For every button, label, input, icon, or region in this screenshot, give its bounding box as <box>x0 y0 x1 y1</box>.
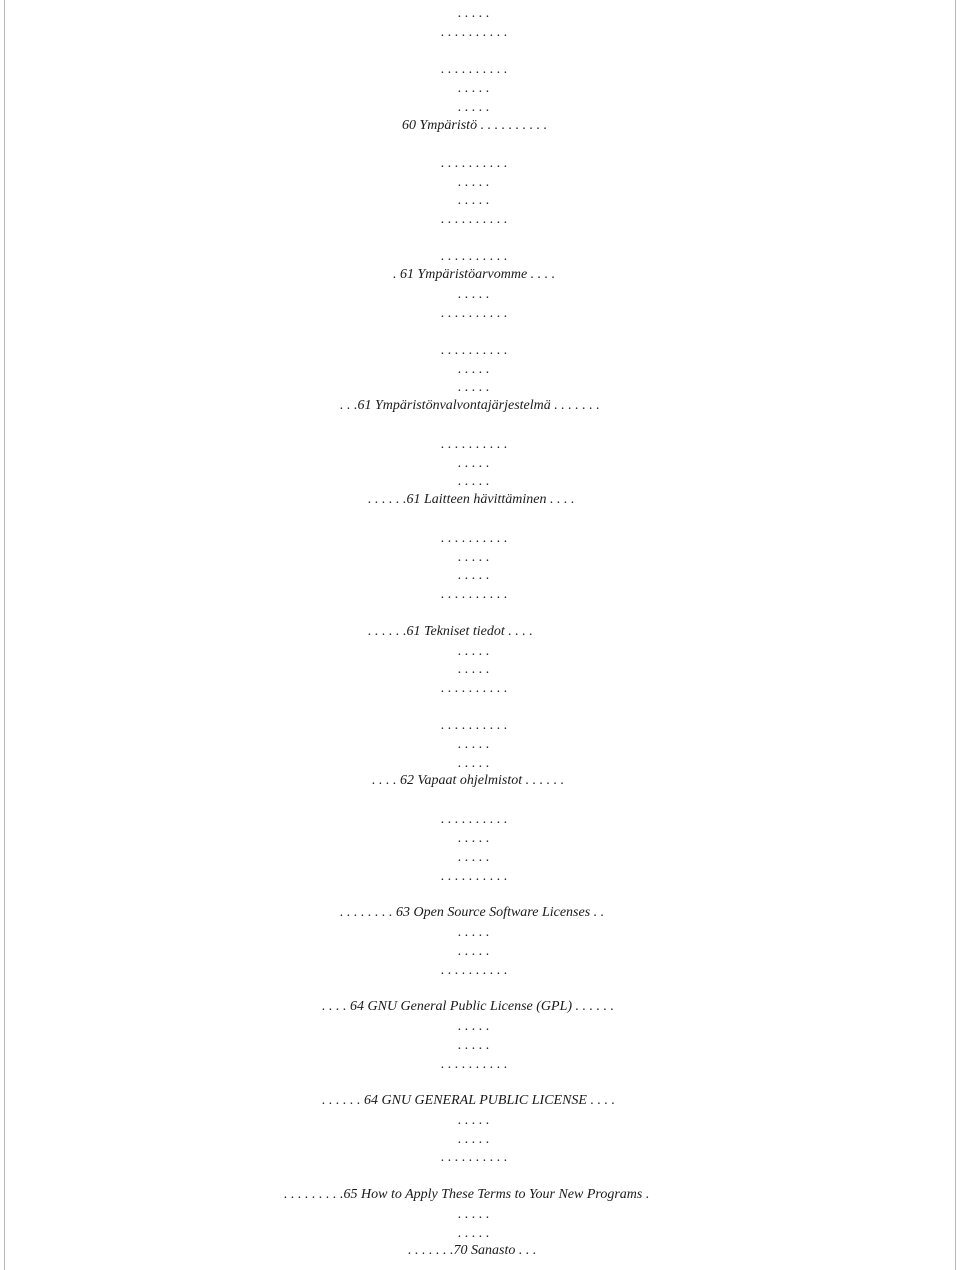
toc-entry[interactable]: . . . . . . .70 Sanasto . . . <box>408 1243 537 1258</box>
toc-line: . . . . . . . . . . <box>441 531 508 546</box>
toc-line: . . . . . <box>458 737 490 752</box>
toc-entry[interactable]: . . . . . .61 Laitteen hävittäminen . . . . <box>368 492 575 507</box>
toc-line: . . . . . <box>458 1132 490 1147</box>
toc-line: . . . . . . . . . . <box>441 62 508 77</box>
toc-entry[interactable]: 60 Ympäristö . . . . . . . . . . <box>402 118 548 133</box>
toc-entry[interactable]: . . . . . . . . 63 Open Source Software Licenses . . <box>340 905 605 920</box>
toc-line: . . . . . <box>458 456 490 471</box>
toc-line: . . . . . <box>458 100 490 115</box>
toc-line: . . . . . . . . . . <box>441 869 508 884</box>
toc-line: . . . . . <box>458 644 490 659</box>
toc-line: . . . . . <box>458 1207 490 1222</box>
toc-line: . . . . . . . . . . <box>441 681 508 696</box>
left-page-border <box>4 0 5 1270</box>
toc-line: . . . . . <box>458 662 490 677</box>
toc-line: . . . . . . . . . . <box>441 212 508 227</box>
toc-entry[interactable]: . . . . . . . . .65 How to Apply These Terms to Your New Programs . <box>284 1187 650 1202</box>
toc-line: . . . . . <box>458 568 490 583</box>
right-page-border <box>955 0 956 1270</box>
toc-line: . . . . . . . . . . <box>441 25 508 40</box>
toc-line: . . . . . <box>458 474 490 489</box>
toc-line: . . . . . . . . . . <box>441 963 508 978</box>
toc-line: . . . . . . . . . . <box>441 1150 508 1165</box>
toc-line: . . . . . <box>458 756 490 771</box>
toc-line: . . . . . <box>458 287 490 302</box>
toc-entry[interactable]: . . . . . .61 Tekniset tiedot . . . . <box>368 624 533 639</box>
toc-line: . . . . . . . . . . <box>441 718 508 733</box>
toc-line: . . . . . . . . . . <box>441 1057 508 1072</box>
toc-line: . . . . . <box>458 1038 490 1053</box>
toc-line: . . . . . . . . . . <box>441 306 508 321</box>
toc-line: . . . . . <box>458 944 490 959</box>
toc-line: . . . . . <box>458 175 490 190</box>
toc-line: . . . . . <box>458 1019 490 1034</box>
toc-line: . . . . . <box>458 380 490 395</box>
toc-line: . . . . . . . . . . <box>441 812 508 827</box>
toc-line: . . . . . <box>458 1226 490 1241</box>
toc-entry[interactable]: . . . . 62 Vapaat ohjelmistot . . . . . . <box>372 773 565 788</box>
toc-line: . . . . . . . . . . <box>441 343 508 358</box>
toc-line: . . . . . <box>458 81 490 96</box>
toc-entry[interactable]: . . .61 Ympäristönvalvontajärjestelmä . . . . . . . <box>340 398 600 413</box>
toc-entry[interactable]: . . . . . . 64 GNU GENERAL PUBLIC LICENSE . . . . <box>322 1093 615 1108</box>
toc-line: . . . . . <box>458 1113 490 1128</box>
toc-line: . . . . . <box>458 193 490 208</box>
toc-line: . . . . . . . . . . <box>441 249 508 264</box>
toc-entry[interactable]: . . . . 64 GNU General Public License (GPL) . . . . . . <box>322 999 615 1014</box>
toc-line: . . . . . . . . . . <box>441 587 508 602</box>
toc-line: . . . . . <box>458 362 490 377</box>
toc-line: . . . . . . . . . . <box>441 437 508 452</box>
toc-line: . . . . . <box>458 6 490 21</box>
toc-line: . . . . . <box>458 550 490 565</box>
toc-line: . . . . . <box>458 925 490 940</box>
toc-line: . . . . . <box>458 831 490 846</box>
toc-entry[interactable]: . 61 Ympäristöarvomme . . . . <box>393 267 556 282</box>
toc-line: . . . . . . . . . . <box>441 156 508 171</box>
toc-line: . . . . . <box>458 850 490 865</box>
